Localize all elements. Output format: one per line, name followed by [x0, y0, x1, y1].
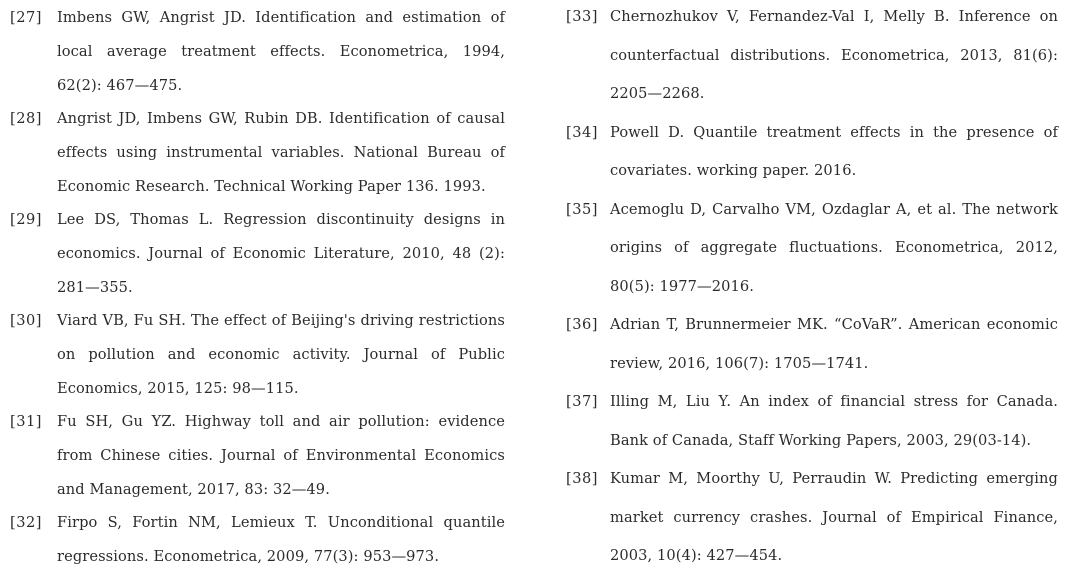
- reference-text: Kumar M, Moorthy U, Perraudin W. Predicting emerging market currency crashes. Journal of Empirical Finance, 2003, 10(4): 427—454.: [610, 470, 1058, 564]
- reference-text: Viard VB, Fu SH. The effect of Beijing's driving restrictions on pollution and economic activity. Journal of Public Economics, 2015, 125: 98—115.: [57, 312, 505, 397]
- reference-text: Imbens GW, Angrist JD. Identification and estimation of local average treatment effects. Econometrica, 1994, 62(2): 467—475.: [57, 9, 505, 94]
- reference-text: Fu SH, Gu YZ. Highway toll and air pollution: evidence from Chinese cities. Journal of Environmental Economics and Management, 2017, 83: 32—49.: [57, 413, 505, 498]
- reference-number: [33]: [566, 8, 598, 25]
- reference-number: [35]: [566, 200, 598, 218]
- reference-28: [10, 102, 505, 204]
- references-left-column: [10, 0, 505, 574]
- reference-32: [10, 506, 505, 574]
- reference-text: Chernozhukov V, Fernandez-Val I, Melly B. Inference on counterfactual distributions. Econometrica, 2013, 81(6): 2205—2268.: [610, 8, 1058, 102]
- reference-27: [10, 1, 505, 103]
- reference-number: [32]: [10, 514, 42, 531]
- reference-text: Powell D. Quantile treatment effects in the presence of covariates. working paper. 2016.: [610, 123, 1058, 179]
- reference-number: [34]: [566, 123, 598, 141]
- reference-text: Firpo S, Fortin NM, Lemieux T. Unconditional quantile regressions. Econometrica, 2009, 77(3): 953—973.: [57, 514, 505, 565]
- reference-35: [566, 191, 1058, 307]
- references-right-column: [566, 0, 1058, 576]
- reference-29: [10, 203, 505, 305]
- reference-number: [28]: [10, 110, 42, 127]
- reference-30: [10, 304, 505, 406]
- reference-number: [31]: [10, 413, 42, 430]
- reference-number: [30]: [10, 312, 42, 329]
- reference-number: [27]: [10, 9, 42, 26]
- reference-number: [29]: [10, 211, 42, 228]
- reference-text: Angrist JD, Imbens GW, Rubin DB. Identification of causal effects using instrumental variables. National Bureau of Economic Research. Technical Working Paper 136. 1993.: [57, 110, 505, 195]
- reference-text: Acemoglu D, Carvalho VM, Ozdaglar A, et al. The network origins of aggregate fluctuations. Econometrica, 2012, 80(5): 1977—2016.: [610, 200, 1058, 295]
- reference-38: [566, 460, 1058, 576]
- reference-text: Lee DS, Thomas L. Regression discontinuity designs in economics. Journal of Economic Literature, 2010, 48 (2): 281—355.: [57, 211, 505, 296]
- reference-text: Adrian T, Brunnermeier MK. “CoVaR”. American economic review, 2016, 106(7): 1705—1741.: [610, 316, 1058, 372]
- reference-number: [36]: [566, 316, 598, 333]
- reference-33: [566, 0, 1058, 114]
- reference-number: [37]: [566, 393, 598, 410]
- reference-34: [566, 114, 1058, 191]
- reference-31: [10, 405, 505, 507]
- reference-37: [566, 383, 1058, 460]
- reference-text: Illing M, Liu Y. An index of financial stress for Canada. Bank of Canada, Staff Working Papers, 2003, 29(03-14).: [610, 393, 1058, 449]
- reference-36: [566, 306, 1058, 383]
- reference-number: [38]: [566, 470, 598, 487]
